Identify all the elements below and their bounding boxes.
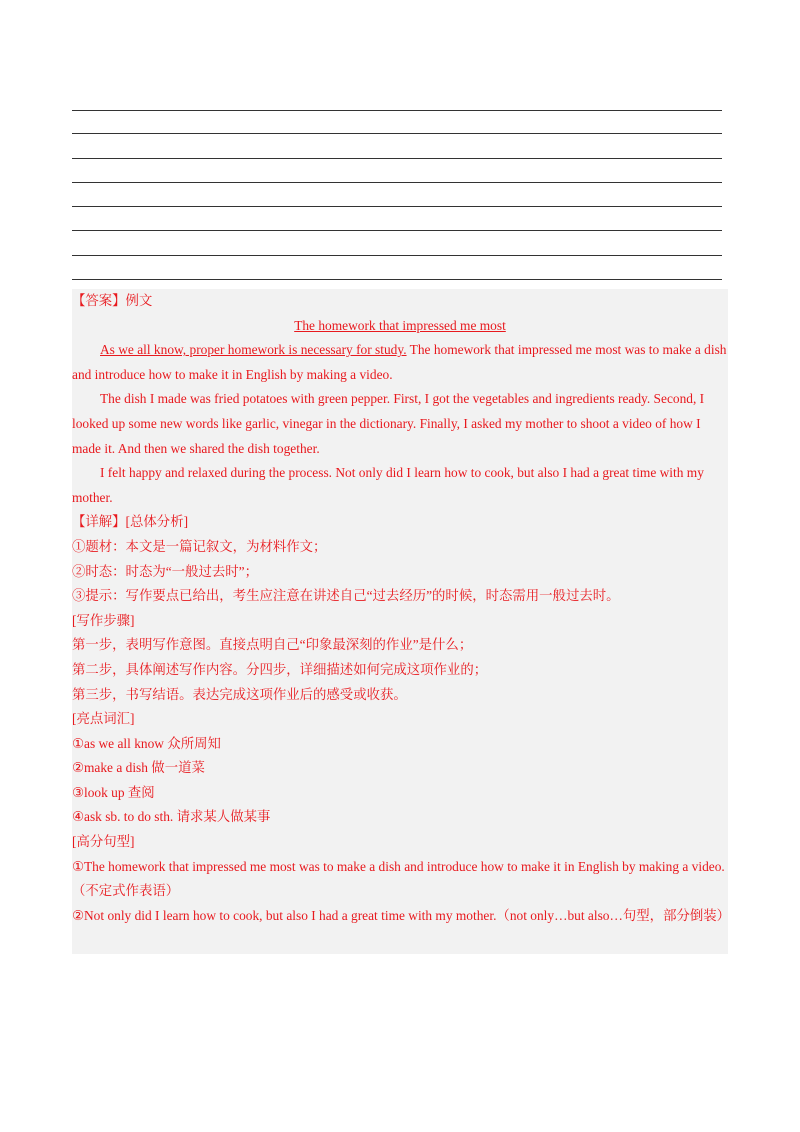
ruled-line xyxy=(72,159,722,183)
detail-header: 【详解】[总体分析] xyxy=(72,514,189,530)
sentences-header: [高分句型] xyxy=(72,834,135,850)
vocab-item: ③look up 查阅 xyxy=(72,784,155,800)
answer-section xyxy=(72,289,731,954)
essay-paragraph-3: I felt happy and relaxed during the process. Not only did I learn how to cook, but also I had a great time with my mother. xyxy=(72,465,704,505)
steps-header: [写作步骤] xyxy=(72,612,135,628)
answer-header: 【答案】例文 xyxy=(72,293,153,308)
vocab-header: [亮点词汇] xyxy=(72,711,135,727)
essay-opening-sentence: As we all know, proper homework is necessary for study. xyxy=(100,342,407,358)
ruled-line xyxy=(72,110,722,134)
sentence-item: ②Not only did I learn how to cook, but also I had a great time with my mother.（not only…but also…句型，部分倒装） xyxy=(72,907,731,923)
ruled-answer-lines xyxy=(72,110,722,280)
ruled-line xyxy=(72,207,722,231)
essay-paragraph-1: As we all know, proper homework is necessary for study. The homework that impressed me most was to make a dish and introduce how to make it in English by making a video. xyxy=(72,342,727,382)
vocab-item: ②make a dish 做一道菜 xyxy=(72,760,205,776)
ruled-line xyxy=(72,134,722,158)
essay-paragraph-2: The dish I made was fried potatoes with green pepper. First, I got the vegetables and ingredients ready. Second, I looked up some new words like garlic, vinegar in the dictionary. Finally, I asked my mother to shoot a video of how I made it. And then we shared the dish together. xyxy=(72,391,705,456)
sentence-item: ①The homework that impressed me most was to make a dish and introduce how to make it in English by making a video.（不定式作表语） xyxy=(72,858,725,899)
essay-title: The homework that impressed me most xyxy=(294,317,506,333)
analysis-item: ①题材：本文是一篇记叙文，为材料作文； xyxy=(72,538,327,554)
vocab-item: ④ask sb. to do sth. 请求某人做某事 xyxy=(72,809,271,825)
vocab-item: ①as we all know 众所周知 xyxy=(72,735,221,751)
step-item: 第三步，书写结语。表达完成这项作业后的感受或收获。 xyxy=(72,686,407,702)
ruled-line xyxy=(72,183,722,207)
step-item: 第一步，表明写作意图。直接点明自己“印象最深刻的作业”是什么； xyxy=(72,637,473,653)
analysis-item: ③提示：写作要点已给出，考生应注意在讲述自己“过去经历”的时候，时态需用一般过去时。 xyxy=(72,588,620,604)
ruled-line xyxy=(72,256,722,280)
analysis-item: ②时态：时态为“一般过去时”； xyxy=(72,563,258,579)
ruled-line xyxy=(72,231,722,255)
step-item: 第二步，具体阐述写作内容。分四步，详细描述如何完成这项作业的； xyxy=(72,661,488,677)
